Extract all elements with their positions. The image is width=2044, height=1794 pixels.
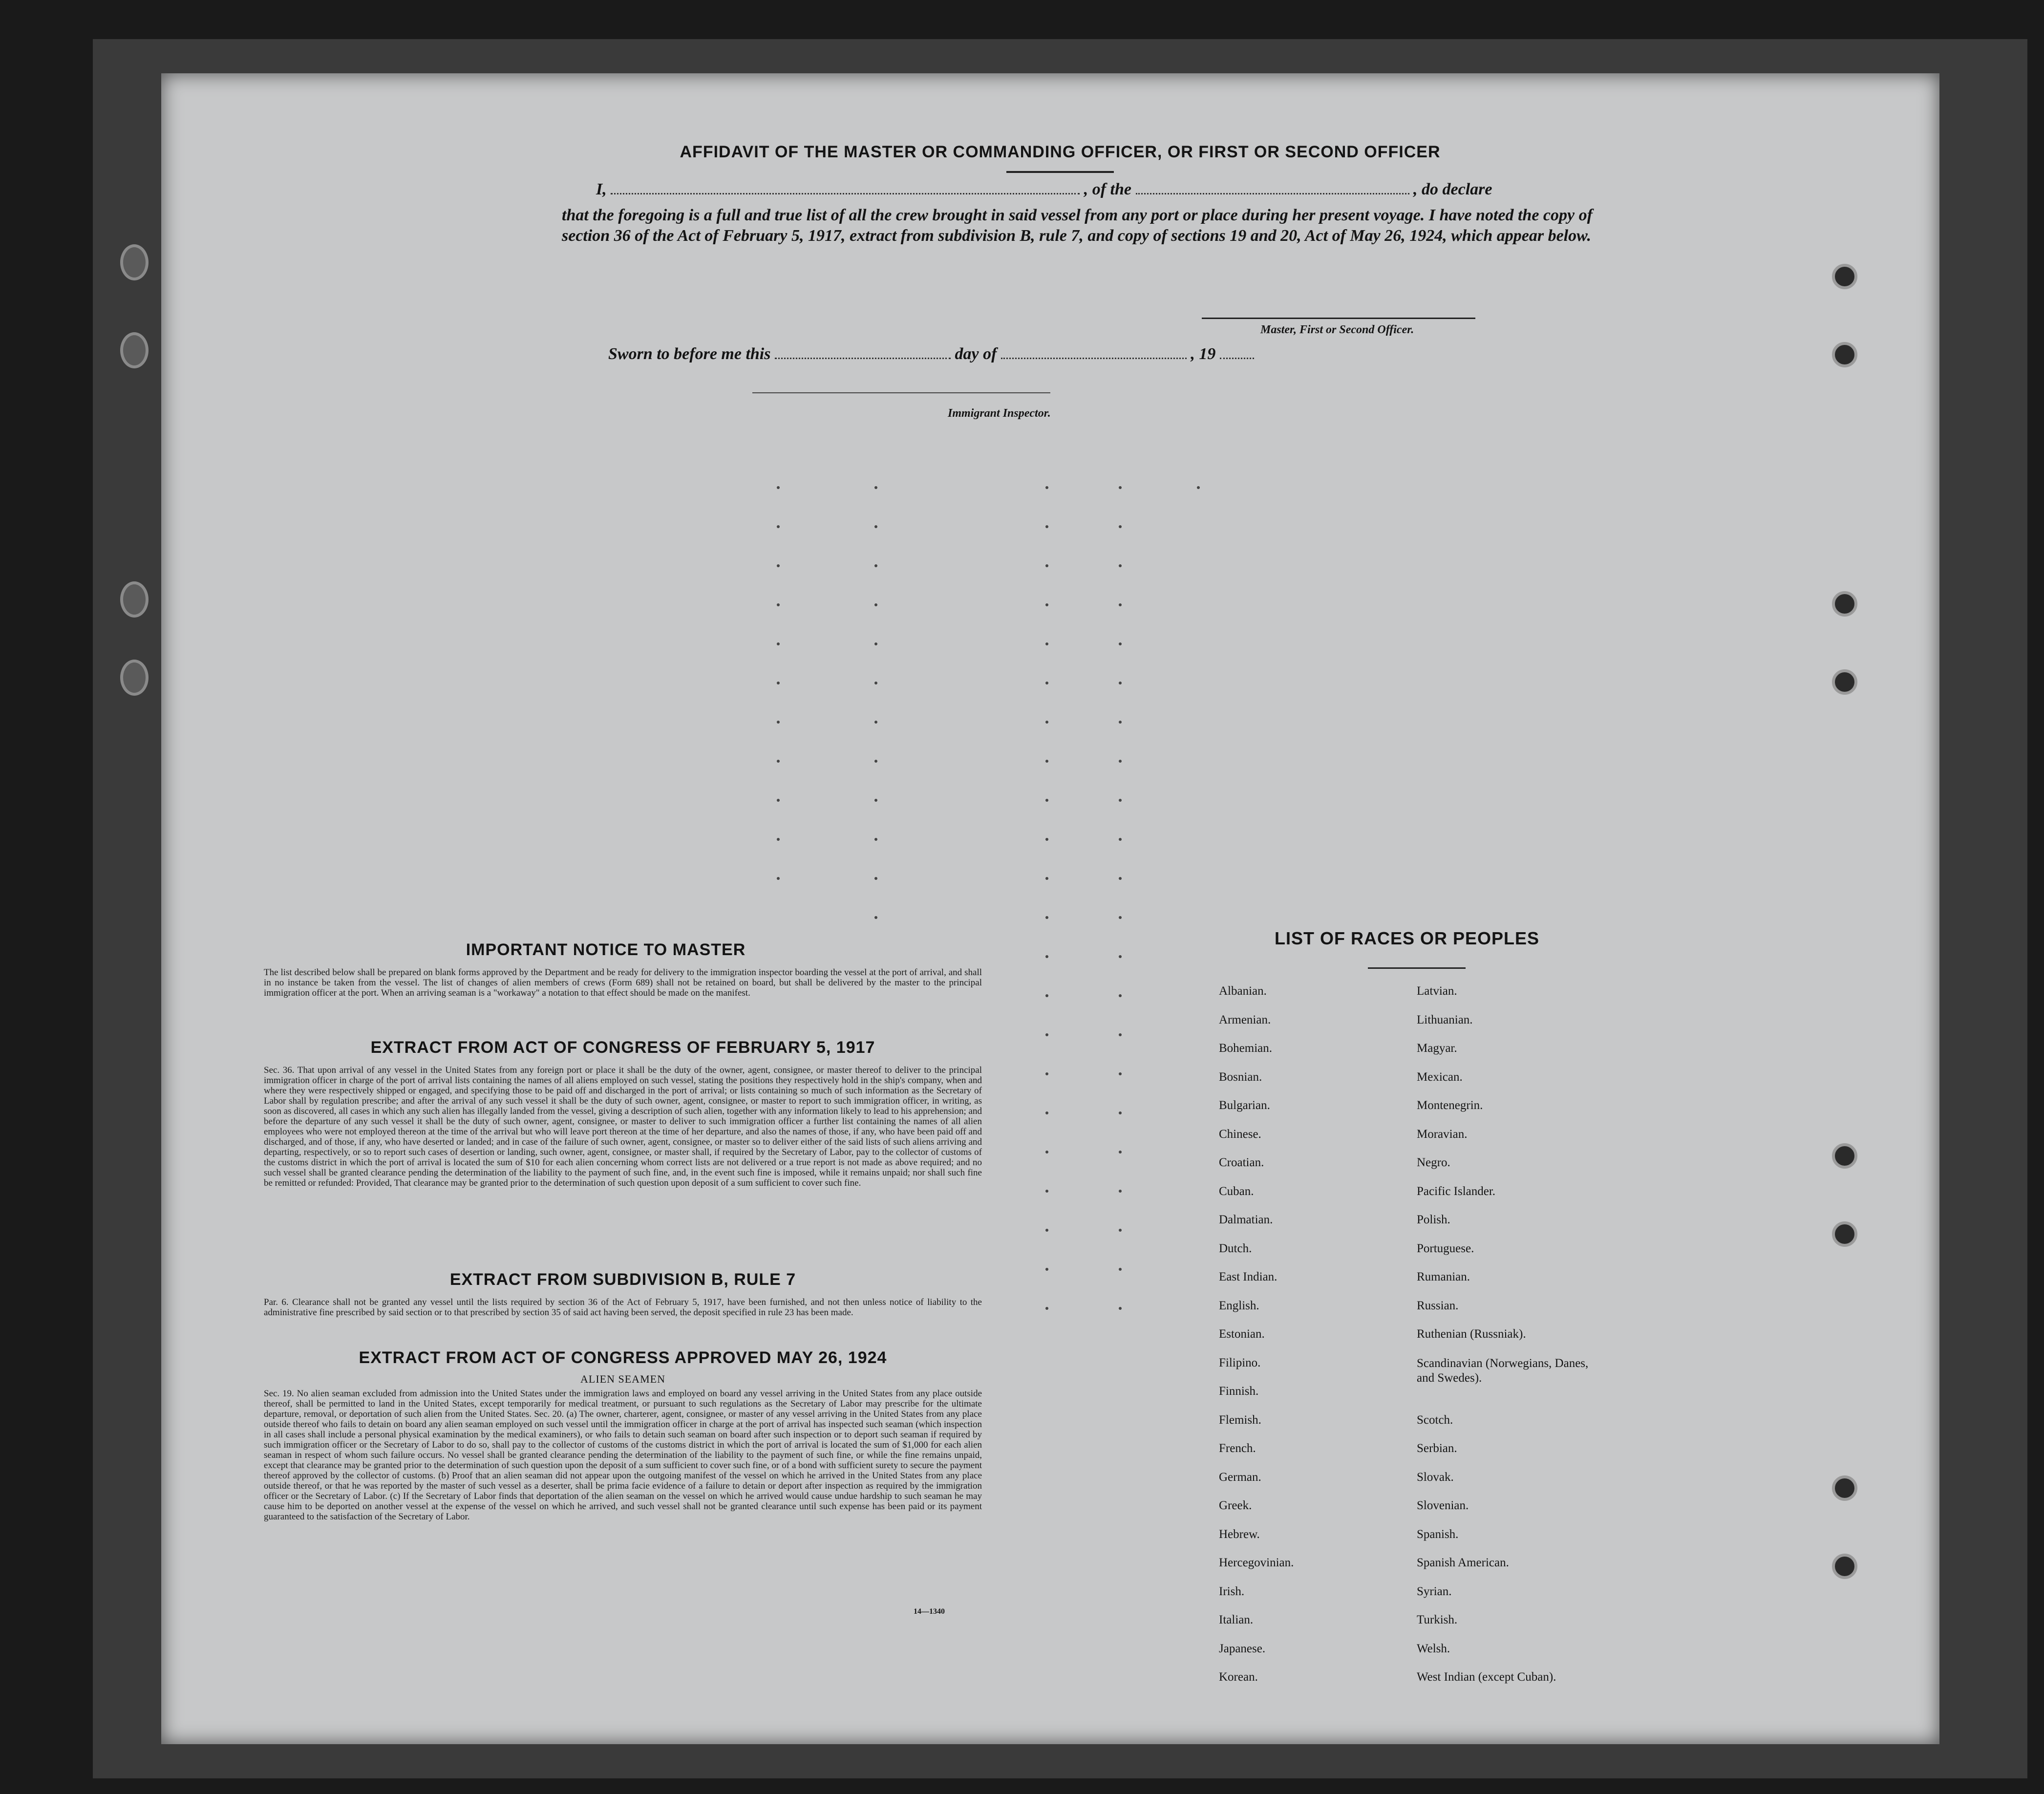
document-page — [161, 73, 1939, 1744]
sworn-year-blank[interactable] — [1220, 343, 1254, 359]
race-item: Serbian. — [1417, 1442, 1457, 1455]
binder-hole — [120, 244, 149, 280]
race-item: Japanese. — [1219, 1642, 1266, 1655]
affidavit-body: that the foregoing is a full and true list of all the crew brought in said vessel from any port or place during her present voyage. I have noted the copy of section 36 of the Act of February 5, 1917, extract from subdivision B, rule 7, and copy of sections 19 and 20, Act of May 26, 1924, which appear below. — [562, 206, 1593, 245]
sworn-prefix: Sworn to before me this — [608, 345, 771, 363]
race-item: Slovenian. — [1417, 1499, 1469, 1512]
race-item: Scandinavian (Norwegians, Danes, and Swedes). — [1417, 1356, 1589, 1385]
race-item: Rumanian. — [1417, 1270, 1470, 1283]
binder-hole — [120, 332, 149, 368]
race-item: East Indian. — [1219, 1270, 1278, 1283]
race-item: Pacific Islander. — [1417, 1184, 1496, 1198]
race-item: Spanish American. — [1417, 1556, 1509, 1569]
race-item: German. — [1219, 1470, 1261, 1484]
declaration-do-declare: , do declare — [1413, 180, 1492, 198]
inspector-signature-line[interactable] — [752, 392, 1050, 393]
vessel-blank[interactable] — [1136, 178, 1409, 194]
race-item: Italian. — [1219, 1613, 1254, 1626]
declaration-of-the: , of the — [1084, 180, 1132, 198]
extract-1924-title: EXTRACT FROM ACT OF CONGRESS APPROVED MAY 26, 1924 — [359, 1348, 887, 1367]
race-item: Russian. — [1417, 1299, 1459, 1312]
race-item: Bohemian. — [1219, 1042, 1273, 1055]
race-item: Mexican. — [1417, 1070, 1463, 1084]
punch-hole — [1832, 1221, 1857, 1247]
notice-body: The list described below shall be prepared on blank forms approved by the Department and be ready for delivery to the immigration inspector boarding the vessel at the port of arrival, and shall in no instance be taken from the vessel. The list of changes of alien members of crews (Form 689) shall not be retained on board, but shall be delivered by the master to the principal immigration officer at the port. When an arriving seaman is a "workaway" a notation to that effect should be made on the manifest. — [264, 967, 982, 998]
race-item: Greek. — [1219, 1499, 1252, 1512]
name-blank[interactable] — [611, 178, 1080, 194]
race-item: Latvian. — [1417, 984, 1457, 998]
race-item: French. — [1219, 1442, 1256, 1455]
race-item: Syrian. — [1417, 1584, 1452, 1598]
race-item: Negro. — [1417, 1156, 1450, 1169]
race-item: Ruthenian (Russniak). — [1417, 1327, 1526, 1341]
race-item: Scotch. — [1417, 1413, 1453, 1427]
sworn-month-blank[interactable] — [1001, 343, 1187, 359]
sworn-day-of: day of — [955, 345, 997, 363]
extract-1924-subtitle: ALIEN SEAMEN — [580, 1373, 665, 1385]
race-item: Cuban. — [1219, 1184, 1254, 1198]
race-item: Slovak. — [1417, 1470, 1454, 1484]
race-item: Bulgarian. — [1219, 1099, 1270, 1112]
races-column-1 — [1219, 984, 1294, 1699]
punch-hole — [1832, 342, 1857, 367]
race-item: Hercegovinian. — [1219, 1556, 1294, 1569]
race-item: Welsh. — [1417, 1642, 1450, 1655]
signature-line[interactable] — [1202, 318, 1475, 319]
race-item: Turkish. — [1417, 1613, 1458, 1626]
inspector-label: Immigrant Inspector. — [948, 407, 1051, 420]
sworn-day-blank[interactable] — [775, 343, 951, 359]
race-item: Polish. — [1417, 1213, 1450, 1226]
race-item: Flemish. — [1219, 1413, 1261, 1427]
binder-hole — [120, 581, 149, 618]
race-item: Albanian. — [1219, 984, 1267, 998]
race-item: Magyar. — [1417, 1042, 1457, 1055]
race-item: Spanish. — [1417, 1527, 1459, 1541]
binder-hole — [120, 660, 149, 696]
race-item: Moravian. — [1417, 1127, 1468, 1141]
race-item: Portuguese. — [1417, 1241, 1474, 1255]
punch-hole — [1832, 1143, 1857, 1169]
race-item: English. — [1219, 1299, 1259, 1312]
extract-rule7-title: EXTRACT FROM SUBDIVISION B, RULE 7 — [449, 1270, 796, 1289]
race-item: Lithuanian. — [1417, 1013, 1473, 1026]
punch-hole — [1832, 264, 1857, 289]
extract-1924-body: Sec. 19. No alien seaman excluded from admission into the United States under the immigration laws and employed on board any vessel arriving in the United States from any place outside thereof, shall be permitted to land in the United States, except temporarily for medical treatment, or pursuant to such regulations as the Secretary of Labor may prescribe for the ultimate departure, removal, or deportation of such alien from the United States. Sec. 20. (a) The owner, charterer, agent, consignee, or master of any vessel arriving in the United States from any place outside thereof who fails to detain on board any alien seaman employed on such vessel until the immigration officer in charge at the port of arrival has inspected such seaman (which inspection in all cases shall include a personal physical examination by the medical examiners), or who fails to detain such seaman on board after such inspection or to deport such seaman if required by such immigration officer or the Secretary of Labor to do so, shall pay to the collector of customs of the customs district in which the port of arrival is located the sum of $1,000 for each alien seaman in respect of whom such failure occurs. No vessel shall be granted clearance pending the determination of the liability to the payment of such fine, or while the fine remains unpaid, except that clearance may be granted prior to the determination of such question upon the deposit of a sum sufficient to cover such fine, or of a bond with sufficient surety to secure the payment thereof approved by the collector of customs. (b) Proof that an alien seaman did not appear upon the outgoing manifest of the vessel on which he arrived in the United States from any place outside thereof, or that he was reported by the master of such vessel as a deserter, shall be prima facie evidence of a failure to detain or deport after inspection as required by the immigration officer or the Secretary of Labor. (c) If the Secretary of Labor finds that deportation of the alien seaman on the vessel on which he arrived would cause undue hardship to such seaman he may cause him to be deported on another vessel at the expense of the vessel on which he arrived, and such vessel shall not be granted clearance until such expense has been paid or its payment guaranteed to the satisfaction of the Secretary of Labor. — [264, 1388, 982, 1522]
punch-hole — [1832, 591, 1857, 617]
race-item: Dutch. — [1219, 1241, 1252, 1255]
races-underline — [1368, 967, 1466, 969]
punch-hole — [1832, 1475, 1857, 1501]
race-item: Armenian. — [1219, 1013, 1271, 1026]
extract-1917-body: Sec. 36. That upon arrival of any vessel in the United States from any foreign port or place it shall be the duty of the owner, agent, consignee, or master thereof to deliver to the principal immigration officer in charge of the port of arrival lists containing the names of all aliens employed on such vessel, stating the positions they respectively hold in the ship's company, when and where they were respectively shipped or engaged, and specifying those to be paid off and discharged in the port of arrival; or lists containing so much of such information as the Secretary of Labor shall by regulation prescribe; and after the arrival of any such vessel it shall be the duty of such owner, agent, consignee, or master to report to such immigration officer, in writing, as soon as discovered, all cases in which any such alien has illegally landed from the vessel, giving a description of such alien, together with any information likely to lead to his apprehension; and before the departure of any such vessel it shall be the duty of such owner, agent, consignee, or master to deliver to such immigration officer a further list containing the names of all alien employees who were not employed thereon at the time of the arrival but who will leave port thereon at the time of her departure, and also the names of those, if any, who have been paid off and discharged, and of those, if any, who have deserted or landed; and in case of the failure of such owner, agent, consignee, or master so to deliver either of the said lists of such aliens arriving and departing, respectively, or so to report such cases of desertion or landing, such owner, agent, consignee, or master shall, if required by the Secretary of Labor, pay to the collector of customs of the customs district in which the port of arrival is located the sum of $10 for each alien concerning whom correct lists are not delivered or a true report is not made as above required; and no such vessel shall be granted clearance pending the determination of the liability to the payment of such fine, and, in the event such fine is imposed, while it remains unpaid; nor shall such fine be remitted or refunded: Provided, That clearance may be granted prior to the determination of such question upon deposit of a sum sufficient to cover such fine. — [264, 1065, 982, 1188]
race-item: Chinese. — [1219, 1127, 1261, 1141]
race-item: Croatian. — [1219, 1156, 1264, 1169]
affidavit-title: AFFIDAVIT OF THE MASTER OR COMMANDING OFFICER, OR FIRST OR SECOND OFFICER — [680, 143, 1441, 161]
declaration-i: I, — [596, 180, 607, 198]
extract-rule7-body: Par. 6. Clearance shall not be granted any vessel until the lists required by section 36 of the Act of February 5, 1917, have been furnished, and not then unless notice of liability to the administrative fine prescribed by said section or to that prescribed by section 35 of said act having been served, the deposit specified in rule 23 has been made. — [264, 1297, 982, 1318]
punch-hole — [1832, 669, 1857, 695]
race-item: Hebrew. — [1219, 1527, 1260, 1541]
punch-hole — [1832, 1554, 1857, 1579]
races-column-2 — [1417, 984, 1602, 1699]
races-title: LIST OF RACES OR PEOPLES — [1274, 928, 1540, 948]
race-item: West Indian (except Cuban). — [1417, 1670, 1556, 1684]
title-underline — [1006, 171, 1114, 173]
sworn-line — [608, 343, 1254, 363]
race-item: Korean. — [1219, 1670, 1258, 1684]
notice-title: IMPORTANT NOTICE TO MASTER — [466, 940, 746, 959]
race-item: Dalmatian. — [1219, 1213, 1273, 1226]
form-number: 14—1340 — [914, 1607, 945, 1616]
signature-label: Master, First or Second Officer. — [1260, 323, 1414, 336]
extract-1917-title: EXTRACT FROM ACT OF CONGRESS OF FEBRUARY 5, 1917 — [370, 1038, 875, 1057]
race-item: Filipino. — [1219, 1356, 1261, 1369]
race-item: Finnish. — [1219, 1385, 1259, 1398]
race-item: Bosnian. — [1219, 1070, 1262, 1084]
race-item: Montenegrin. — [1417, 1099, 1483, 1112]
race-item: Estonian. — [1219, 1327, 1265, 1341]
race-item: Irish. — [1219, 1584, 1245, 1598]
declaration-line — [596, 178, 1492, 199]
sworn-year: , 19 — [1191, 345, 1216, 363]
bleed-through-text — [1529, 132, 1563, 171]
